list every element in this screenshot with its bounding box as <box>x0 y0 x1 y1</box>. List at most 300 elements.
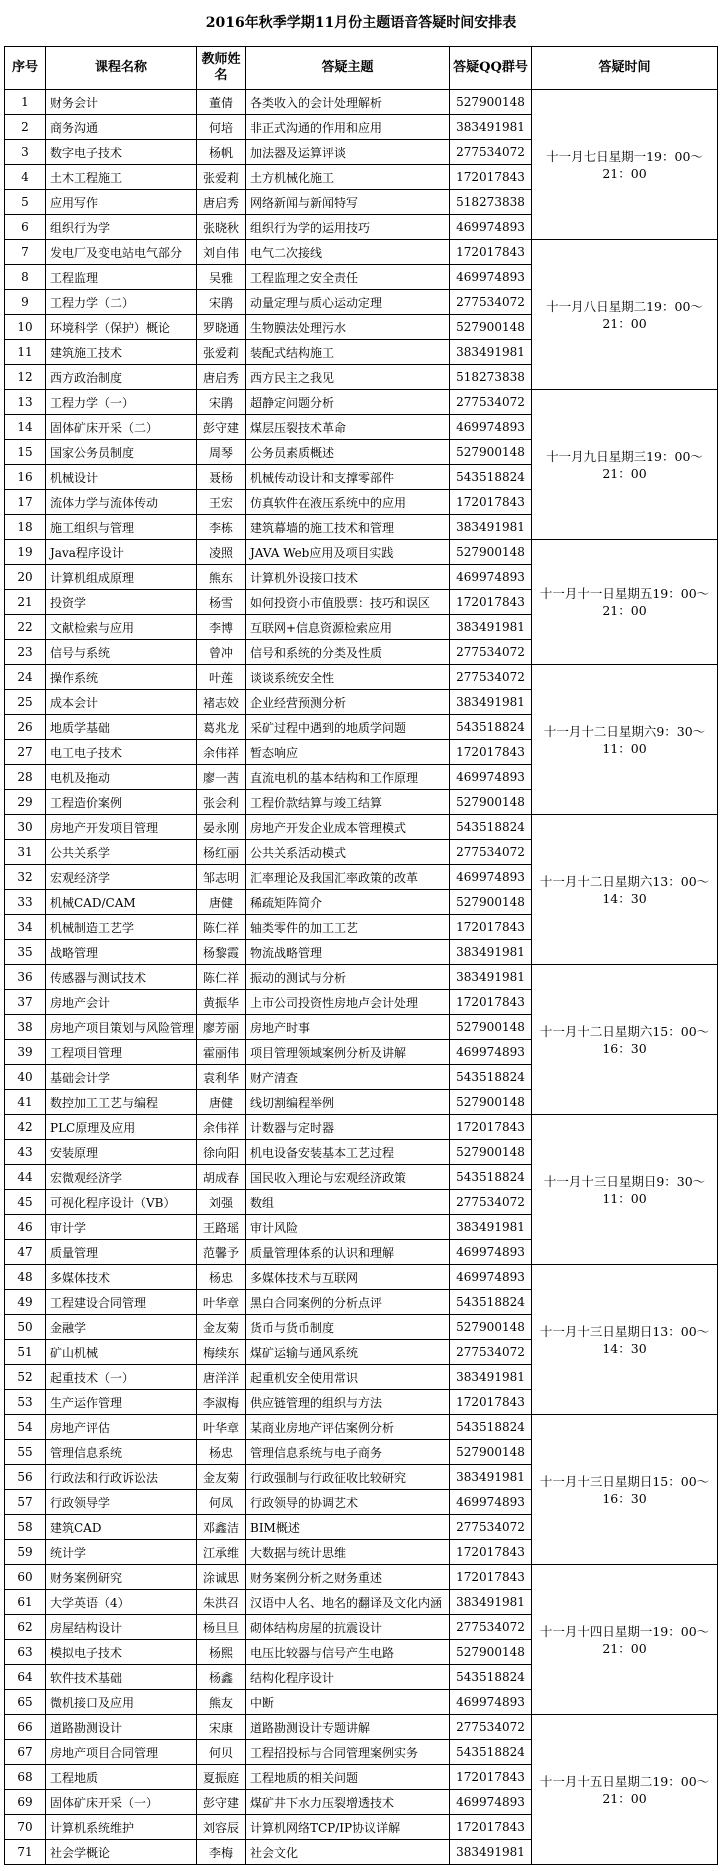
teacher-name: 凌照 <box>197 540 246 565</box>
teacher-name: 江承维 <box>197 1540 246 1565</box>
teacher-name: 葛兆龙 <box>197 715 246 740</box>
topic: 供应链管理的组织与方法 <box>246 1390 450 1415</box>
row-number: 59 <box>5 1540 46 1565</box>
topic: 国民收入理论与宏观经济政策 <box>246 1165 450 1190</box>
topic: 西方民主之我见 <box>246 365 450 390</box>
teacher-name: 杨忠 <box>197 1440 246 1465</box>
course-name: 金融学 <box>46 1315 197 1340</box>
teacher-name: 余伟祥 <box>197 1115 246 1140</box>
course-name: 财务会计 <box>46 90 197 115</box>
course-name: 微机接口及应用 <box>46 1690 197 1715</box>
teacher-name: 张晓秋 <box>197 215 246 240</box>
teacher-name: 何凤 <box>197 1490 246 1515</box>
qq-group-number: 469974893 <box>450 565 532 590</box>
topic: 计算机网络TCP/IP协议详解 <box>246 1815 450 1840</box>
row-number: 22 <box>5 615 46 640</box>
course-name: 电机及拖动 <box>46 765 197 790</box>
qq-group-number: 469974893 <box>450 215 532 240</box>
qq-group-number: 527900148 <box>450 90 532 115</box>
qq-group-number: 543518824 <box>450 1065 532 1090</box>
row-number: 16 <box>5 465 46 490</box>
course-name: 地质学基础 <box>46 715 197 740</box>
qq-group-number: 383491981 <box>450 1215 532 1240</box>
qq-group-number: 172017843 <box>450 1765 532 1790</box>
row-number: 8 <box>5 265 46 290</box>
time-slot: 十一月十二日星期六13：00～14：30 <box>532 815 718 965</box>
row-number: 35 <box>5 940 46 965</box>
qq-group-number: 527900148 <box>450 1440 532 1465</box>
topic: 土方机械化施工 <box>246 165 450 190</box>
course-name: 固体矿床开采（一） <box>46 1790 197 1815</box>
teacher-name: 董倩 <box>197 90 246 115</box>
topic: 黑白合同案例的分析点评 <box>246 1290 450 1315</box>
qq-group-number: 527900148 <box>450 890 532 915</box>
teacher-name: 金友菊 <box>197 1315 246 1340</box>
course-name: 审计学 <box>46 1215 197 1240</box>
qq-group-number: 527900148 <box>450 790 532 815</box>
row-number: 29 <box>5 790 46 815</box>
topic: 电气二次接线 <box>246 240 450 265</box>
topic: 互联网+信息资源检索应用 <box>246 615 450 640</box>
qq-group-number: 172017843 <box>450 1815 532 1840</box>
row-number: 14 <box>5 415 46 440</box>
topic: 财产清查 <box>246 1065 450 1090</box>
topic: 数组 <box>246 1190 450 1215</box>
qq-group-number: 277534072 <box>450 1615 532 1640</box>
topic: 结构化程序设计 <box>246 1665 450 1690</box>
course-name: 计算机组成原理 <box>46 565 197 590</box>
topic: 装配式结构施工 <box>246 340 450 365</box>
row-number: 66 <box>5 1715 46 1740</box>
course-name: 机械CAD/CAM <box>46 890 197 915</box>
row-number: 56 <box>5 1465 46 1490</box>
course-name: 数控加工工艺与编程 <box>46 1090 197 1115</box>
topic: 工程招投标与合同管理案例实务 <box>246 1740 450 1765</box>
qq-group-number: 383491981 <box>450 940 532 965</box>
topic: 建筑幕墙的施工技术和管理 <box>246 515 450 540</box>
teacher-name: 李博 <box>197 615 246 640</box>
topic: 中断 <box>246 1690 450 1715</box>
teacher-name: 刘自伟 <box>197 240 246 265</box>
qq-group-number: 527900148 <box>450 315 532 340</box>
qq-group-number: 172017843 <box>450 1115 532 1140</box>
row-number: 67 <box>5 1740 46 1765</box>
topic: 房地产时事 <box>246 1015 450 1040</box>
row-number: 27 <box>5 740 46 765</box>
teacher-name: 周琴 <box>197 440 246 465</box>
topic: 管理信息系统与电子商务 <box>246 1440 450 1465</box>
qq-group-number: 543518824 <box>450 1290 532 1315</box>
qq-group-number: 277534072 <box>450 1515 532 1540</box>
course-name: 统计学 <box>46 1540 197 1565</box>
topic: 起重机安全使用常识 <box>246 1365 450 1390</box>
teacher-name: 陈仁祥 <box>197 915 246 940</box>
teacher-name: 何培 <box>197 115 246 140</box>
teacher-name: 唐洋洋 <box>197 1365 246 1390</box>
course-name: 工程项目管理 <box>46 1040 197 1065</box>
course-name: 大学英语（4） <box>46 1590 197 1615</box>
qq-group-number: 518273838 <box>450 365 532 390</box>
row-number: 37 <box>5 990 46 1015</box>
qq-group-number: 383491981 <box>450 1840 532 1865</box>
qq-group-number: 277534072 <box>450 390 532 415</box>
row-number: 33 <box>5 890 46 915</box>
teacher-name: 晏永刚 <box>197 815 246 840</box>
qq-group-number: 543518824 <box>450 465 532 490</box>
course-name: 传感器与测试技术 <box>46 965 197 990</box>
teacher-name: 张爱莉 <box>197 165 246 190</box>
course-name: 工程监理 <box>46 265 197 290</box>
qq-group-number: 469974893 <box>450 1790 532 1815</box>
topic: BIM概述 <box>246 1515 450 1540</box>
qq-group-number: 527900148 <box>450 540 532 565</box>
topic: 某商业房地产评估案例分析 <box>246 1415 450 1440</box>
time-slot: 十一月十三日星期日9：30～11：00 <box>532 1115 718 1265</box>
course-name: 文献检索与应用 <box>46 615 197 640</box>
teacher-name: 熊东 <box>197 565 246 590</box>
row-number: 48 <box>5 1265 46 1290</box>
course-name: 财务案例研究 <box>46 1565 197 1590</box>
row-number: 52 <box>5 1365 46 1390</box>
row-number: 3 <box>5 140 46 165</box>
topic: 计数器与定时器 <box>246 1115 450 1140</box>
course-name: 数字电子技术 <box>46 140 197 165</box>
header-time: 答疑时间 <box>532 47 718 90</box>
topic: 动量定理与质心运动定理 <box>246 290 450 315</box>
course-name: 管理信息系统 <box>46 1440 197 1465</box>
course-name: 可视化程序设计（VB） <box>46 1190 197 1215</box>
course-name: 房地产会计 <box>46 990 197 1015</box>
topic: 财务案例分析之财务重述 <box>246 1565 450 1590</box>
qq-group-number: 527900148 <box>450 1640 532 1665</box>
qq-group-number: 172017843 <box>450 165 532 190</box>
row-number: 7 <box>5 240 46 265</box>
teacher-name: 胡成春 <box>197 1165 246 1190</box>
course-name: 流体力学与流体传动 <box>46 490 197 515</box>
schedule-table <box>4 46 718 1865</box>
row-number: 19 <box>5 540 46 565</box>
teacher-name: 罗晓通 <box>197 315 246 340</box>
time-slot: 十一月十五日星期二19：00～21：00 <box>532 1715 718 1865</box>
topic: 暂态响应 <box>246 740 450 765</box>
topic: 网络新闻与新闻特写 <box>246 190 450 215</box>
qq-group-number: 172017843 <box>450 1390 532 1415</box>
course-name: 工程造价案例 <box>46 790 197 815</box>
qq-group-number: 543518824 <box>450 715 532 740</box>
teacher-name: 邓鑫洁 <box>197 1515 246 1540</box>
row-number: 51 <box>5 1340 46 1365</box>
topic: 汇率理论及我国汇率政策的改革 <box>246 865 450 890</box>
course-name: 环境科学（保护）概论 <box>46 315 197 340</box>
row-number: 1 <box>5 90 46 115</box>
time-slot: 十一月十二日星期六9：30～11：00 <box>532 665 718 815</box>
topic: JAVA Web应用及项目实践 <box>246 540 450 565</box>
header-no: 序号 <box>5 47 46 90</box>
teacher-name: 叶华章 <box>197 1415 246 1440</box>
qq-group-number: 469974893 <box>450 1240 532 1265</box>
teacher-name: 杨黎霞 <box>197 940 246 965</box>
topic: 轴类零件的加工工艺 <box>246 915 450 940</box>
row-number: 70 <box>5 1815 46 1840</box>
row-number: 44 <box>5 1165 46 1190</box>
row-number: 9 <box>5 290 46 315</box>
row-number: 43 <box>5 1140 46 1165</box>
table-row <box>5 390 718 415</box>
teacher-name: 金友菊 <box>197 1465 246 1490</box>
row-number: 11 <box>5 340 46 365</box>
topic: 公共关系活动模式 <box>246 840 450 865</box>
teacher-name: 宋鹃 <box>197 290 246 315</box>
course-name: 行政法和行政诉讼法 <box>46 1465 197 1490</box>
topic: 社会文化 <box>246 1840 450 1865</box>
course-name: 投资学 <box>46 590 197 615</box>
row-number: 54 <box>5 1415 46 1440</box>
time-slot: 十一月十四日星期一19：00～21：00 <box>532 1565 718 1715</box>
qq-group-number: 277534072 <box>450 840 532 865</box>
course-name: Java程序设计 <box>46 540 197 565</box>
qq-group-number: 383491981 <box>450 115 532 140</box>
row-number: 24 <box>5 665 46 690</box>
qq-group-number: 277534072 <box>450 1715 532 1740</box>
topic: 项目管理领域案例分析及讲解 <box>246 1040 450 1065</box>
course-name: 工程地质 <box>46 1765 197 1790</box>
row-number: 18 <box>5 515 46 540</box>
topic: 行政领导的协调艺术 <box>246 1490 450 1515</box>
table-row <box>5 1565 718 1590</box>
topic: 组织行为学的运用技巧 <box>246 215 450 240</box>
teacher-name: 褚志姣 <box>197 690 246 715</box>
table-row <box>5 540 718 565</box>
row-number: 46 <box>5 1215 46 1240</box>
teacher-name: 杨红丽 <box>197 840 246 865</box>
topic: 采矿过程中遇到的地质学问题 <box>246 715 450 740</box>
row-number: 50 <box>5 1315 46 1340</box>
row-number: 13 <box>5 390 46 415</box>
course-name: 信号与系统 <box>46 640 197 665</box>
topic: 如何投资小市值股票：技巧和误区 <box>246 590 450 615</box>
teacher-name: 杨鑫 <box>197 1665 246 1690</box>
teacher-name: 彭守建 <box>197 1790 246 1815</box>
course-name: 安装原理 <box>46 1140 197 1165</box>
qq-group-number: 527900148 <box>450 440 532 465</box>
topic: 物流战略管理 <box>246 940 450 965</box>
row-number: 31 <box>5 840 46 865</box>
page-title: 2016年秋季学期11月份主题语音答疑时间安排表 <box>205 15 517 31</box>
course-name: 电工电子技术 <box>46 740 197 765</box>
topic: 工程监理之安全责任 <box>246 265 450 290</box>
topic: 信号和系统的分类及性质 <box>246 640 450 665</box>
teacher-name: 余伟祥 <box>197 740 246 765</box>
topic: 加法器及运算评谈 <box>246 140 450 165</box>
row-number: 63 <box>5 1640 46 1665</box>
qq-group-number: 277534072 <box>450 1340 532 1365</box>
teacher-name: 夏振庭 <box>197 1765 246 1790</box>
course-name: 模拟电子技术 <box>46 1640 197 1665</box>
qq-group-number: 527900148 <box>450 1315 532 1340</box>
topic: 超静定问题分析 <box>246 390 450 415</box>
teacher-name: 朱洪召 <box>197 1590 246 1615</box>
qq-group-number: 469974893 <box>450 415 532 440</box>
teacher-name: 叶莲 <box>197 665 246 690</box>
topic: 公务员素质概述 <box>246 440 450 465</box>
table-row <box>5 1715 718 1740</box>
teacher-name: 陈仁祥 <box>197 965 246 990</box>
topic: 煤矿运输与通风系统 <box>246 1340 450 1365</box>
row-number: 23 <box>5 640 46 665</box>
header-row <box>5 47 718 90</box>
row-number: 69 <box>5 1790 46 1815</box>
topic: 房地产开发企业成本管理模式 <box>246 815 450 840</box>
table-row <box>5 1265 718 1290</box>
topic: 谈谈系统安全性 <box>246 665 450 690</box>
teacher-name: 聂杨 <box>197 465 246 490</box>
qq-group-number: 543518824 <box>450 1740 532 1765</box>
teacher-name: 杨熙 <box>197 1640 246 1665</box>
qq-group-number: 277534072 <box>450 1190 532 1215</box>
qq-group-number: 172017843 <box>450 1540 532 1565</box>
qq-group-number: 543518824 <box>450 815 532 840</box>
course-name: 商务沟通 <box>46 115 197 140</box>
course-name: 战略管理 <box>46 940 197 965</box>
row-number: 41 <box>5 1090 46 1115</box>
qq-group-number: 469974893 <box>450 1040 532 1065</box>
topic: 煤矿井下水力压裂增透技术 <box>246 1790 450 1815</box>
course-name: 应用写作 <box>46 190 197 215</box>
course-name: 土木工程施工 <box>46 165 197 190</box>
row-number: 34 <box>5 915 46 940</box>
topic: 仿真软件在液压系统中的应用 <box>246 490 450 515</box>
course-name: 施工组织与管理 <box>46 515 197 540</box>
course-name: 建筑CAD <box>46 1515 197 1540</box>
teacher-name: 杨雪 <box>197 590 246 615</box>
course-name: 固体矿床开采（二） <box>46 415 197 440</box>
row-number: 71 <box>5 1840 46 1865</box>
table-row <box>5 815 718 840</box>
course-name: 组织行为学 <box>46 215 197 240</box>
qq-group-number: 172017843 <box>450 990 532 1015</box>
course-name: 发电厂及变电站电气部分 <box>46 240 197 265</box>
table-row <box>5 1415 718 1440</box>
row-number: 55 <box>5 1440 46 1465</box>
row-number: 21 <box>5 590 46 615</box>
row-number: 2 <box>5 115 46 140</box>
time-slot: 十一月九日星期三19：00～21：00 <box>532 390 718 540</box>
table-body <box>5 90 718 1865</box>
row-number: 68 <box>5 1765 46 1790</box>
course-name: 行政领导学 <box>46 1490 197 1515</box>
time-slot: 十一月八日星期二19：00～21：00 <box>532 240 718 390</box>
course-name: 房地产开发项目管理 <box>46 815 197 840</box>
course-name: 房地产评估 <box>46 1415 197 1440</box>
course-name: PLC原理及应用 <box>46 1115 197 1140</box>
teacher-name: 杨旦旦 <box>197 1615 246 1640</box>
row-number: 25 <box>5 690 46 715</box>
row-number: 60 <box>5 1565 46 1590</box>
teacher-name: 叶华章 <box>197 1290 246 1315</box>
qq-group-number: 469974893 <box>450 1490 532 1515</box>
qq-group-number: 383491981 <box>450 965 532 990</box>
teacher-name: 廖芳丽 <box>197 1015 246 1040</box>
course-name: 公共关系学 <box>46 840 197 865</box>
qq-group-number: 172017843 <box>450 915 532 940</box>
row-number: 38 <box>5 1015 46 1040</box>
row-number: 15 <box>5 440 46 465</box>
qq-group-number: 518273838 <box>450 190 532 215</box>
topic: 非正式沟通的作用和应用 <box>246 115 450 140</box>
row-number: 26 <box>5 715 46 740</box>
header-topic: 答疑主题 <box>246 47 450 90</box>
row-number: 32 <box>5 865 46 890</box>
course-name: 基础会计学 <box>46 1065 197 1090</box>
teacher-name: 熊友 <box>197 1690 246 1715</box>
row-number: 49 <box>5 1290 46 1315</box>
course-name: 房地产项目策划与风险管理 <box>46 1015 197 1040</box>
topic: 机械传动设计和支撑零部件 <box>246 465 450 490</box>
qq-group-number: 527900148 <box>450 1140 532 1165</box>
qq-group-number: 527900148 <box>450 1015 532 1040</box>
row-number: 4 <box>5 165 46 190</box>
course-name: 宏微观经济学 <box>46 1165 197 1190</box>
teacher-name: 吴雅 <box>197 265 246 290</box>
qq-group-number: 172017843 <box>450 490 532 515</box>
teacher-name: 彭守建 <box>197 415 246 440</box>
time-slot: 十一月十一日星期五19：00～21：00 <box>532 540 718 665</box>
row-number: 12 <box>5 365 46 390</box>
teacher-name: 唐启秀 <box>197 365 246 390</box>
course-name: 道路勘测设计 <box>46 1715 197 1740</box>
header-course: 课程名称 <box>46 47 197 90</box>
table-row <box>5 90 718 115</box>
topic: 直流电机的基本结构和工作原理 <box>246 765 450 790</box>
qq-group-number: 469974893 <box>450 1690 532 1715</box>
qq-group-number: 277534072 <box>450 290 532 315</box>
course-name: 社会学概论 <box>46 1840 197 1865</box>
row-number: 39 <box>5 1040 46 1065</box>
table-row <box>5 665 718 690</box>
course-name: 机械设计 <box>46 465 197 490</box>
course-name: 建筑施工技术 <box>46 340 197 365</box>
course-name: 工程力学（一） <box>46 390 197 415</box>
teacher-name: 唐健 <box>197 1090 246 1115</box>
row-number: 30 <box>5 815 46 840</box>
teacher-name: 邹志明 <box>197 865 246 890</box>
course-name: 房屋结构设计 <box>46 1615 197 1640</box>
time-slot: 十一月十三日星期日13：00～14：30 <box>532 1265 718 1415</box>
time-slot: 十一月七日星期一19：00～21：00 <box>532 90 718 240</box>
course-name: 西方政治制度 <box>46 365 197 390</box>
qq-group-number: 172017843 <box>450 1565 532 1590</box>
teacher-name: 宋康 <box>197 1715 246 1740</box>
topic: 质量管理体系的认识和理解 <box>246 1240 450 1265</box>
time-slot: 十一月十三日星期日15：00～16：30 <box>532 1415 718 1565</box>
qq-group-number: 383491981 <box>450 690 532 715</box>
row-number: 6 <box>5 215 46 240</box>
teacher-name: 张爱莉 <box>197 340 246 365</box>
qq-group-number: 383491981 <box>450 1465 532 1490</box>
topic: 煤层压裂技术革命 <box>246 415 450 440</box>
table-row <box>5 965 718 990</box>
topic: 电压比较器与信号产生电路 <box>246 1640 450 1665</box>
row-number: 45 <box>5 1190 46 1215</box>
course-name: 工程建设合同管理 <box>46 1290 197 1315</box>
topic: 审计风险 <box>246 1215 450 1240</box>
course-name: 操作系统 <box>46 665 197 690</box>
teacher-name: 黄振华 <box>197 990 246 1015</box>
course-name: 质量管理 <box>46 1240 197 1265</box>
topic: 工程价款结算与竣工结算 <box>246 790 450 815</box>
teacher-name: 唐健 <box>197 890 246 915</box>
qq-group-number: 277534072 <box>450 140 532 165</box>
